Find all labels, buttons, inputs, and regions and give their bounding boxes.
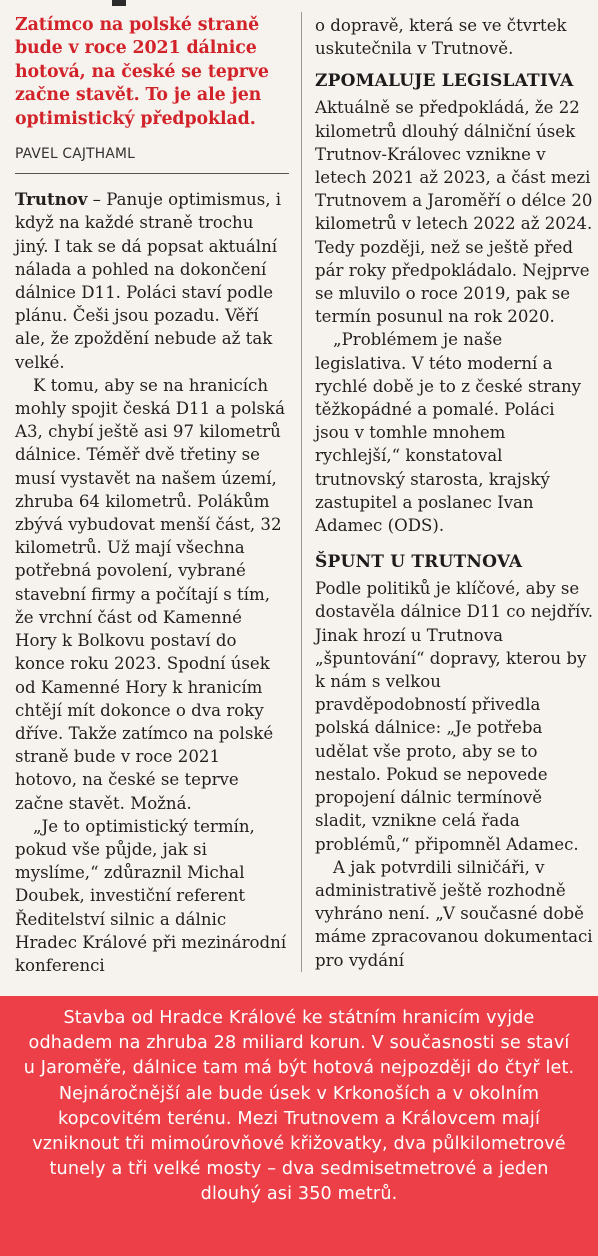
paragraph-continued: o dopravě, která se ve čtvrtek uskutečnila v Trutnově.: [315, 16, 567, 59]
dateline-place: Trutnov: [15, 189, 88, 210]
paragraph-4: Aktuálně se předpokládá, že 22 kilometrů dlouhý dálniční úsek Trutnov-Královec vznikne v letech 2021 až 2023, a část mezi Trutnovem a Jaroměří o délce 20 kilometrů v letech 2022 až 2024. Tedy později, než se ještě před pár roky předpokládalo. Nejprve se mluvilo o roce 2019, pak se termín posunul na rok 2020.: [315, 98, 593, 327]
paragraph-7: A jak potvrdili silničáři, v administrativě ještě rozhodně vyhráno není. „V současné době máme zpracovanou dokumentaci pro vydání: [315, 857, 593, 970]
info-box-text: Stavba od Hradce Králové ke státním hranicím vyjde odhadem na zhruba 28 miliard korun. V současnosti se staví u Jaroměře, dálnice tam má být hotová nejpozději do čtyř let. Nejnáročnější ale bude úsek v Krkonoších a v okolním kopcovitém terénu. Mezi Trutnovem a Královcem mají vzniknout tři mimoúrovňové křižovatky, dva půlkilometrové tunely a tři velké mosty – dva sedmisetmetrové a jeden dlouhý asi 350 metrů.: [23, 1008, 575, 1205]
info-box: [0, 996, 598, 1256]
author-byline: PAVEL CAJTHAML: [15, 143, 289, 174]
column-divider: [301, 12, 302, 972]
paragraph-1: [15, 188, 287, 374]
paragraph-6: Podle politiků je klíčové, aby se dostavěla dálnice D11 co nejdřív. Jinak hrozí u Trutnova „špuntování“ dopravy, kterou by k nám s velkou pravděpodobností přivedla polská dálnice: „Je potřeba udělat vše proto, aby se to nestalo. Pokud se nepovede propojení dálnic termínově sladit, vznikne celá řada problémů,“ připomněl Adamec.: [315, 579, 594, 854]
subheading-bottleneck: ŠPUNT U TRUTNOVA: [315, 552, 523, 573]
subheading-legislation: ZPOMALUJE LEGISLATIVA: [315, 71, 574, 92]
top-color-bar: [112, 0, 126, 6]
right-column: [315, 14, 593, 972]
paragraph-5: „Problémem je naše legislativa. V této moderní a rychlé době je to z české strany těžkopádné a pomalé. Poláci jsou v tomhle mnohem rychlejší,“ konstatoval trutnovský starosta, krajský zastupitel a poslanec Ivan Adamec (ODS).: [315, 330, 582, 536]
lead-paragraph: Zatímco na polské straně bude v roce 2021 dálnice hotová, na české se teprve začne stavět. To je ale jen optimistický předpoklad.: [15, 15, 269, 129]
paragraph-1-text: – Panuje optimismus, i když na každé straně trochu jiný. I tak se dá popsat aktuální nálada a pohled na dokončení dálnice D11. Poláci staví podle plánu. Češi jsou pozadu. Věří ale, že zpoždění nebude až tak velké.: [15, 190, 282, 372]
left-column: [15, 14, 287, 977]
paragraph-3: „Je to optimistický termín, pokud vše půjde, jak si myslíme,“ zdůraznil Michal Doubek, investiční referent Ředitelství silnic a dálnic Hradec Králové při mezinárodní konferenci: [15, 816, 287, 975]
paragraph-2: K tomu, aby se na hranicích mohly spojit česká D11 a polská A3, chybí ještě asi 97 kilometrů dálnice. Téměř dvě třetiny se musí vystavět na našem území, zhruba 64 kilometrů. Polákům zbývá vybudovat menší část, 32 kilometrů. Už mají všechna potřebná povolení, vybrané stavební firmy a počítají s tím, že vrchní část od Kamenné Hory k Bolkovu postaví do konce roku 2023. Spodní úsek od Kamenné Hory k hranicím chtějí mít dokonce o dva roky dříve. Takže zatímco na polské straně bude v roce 2021 hotovo, na české se teprve začne stavět. Možná.: [15, 375, 285, 813]
